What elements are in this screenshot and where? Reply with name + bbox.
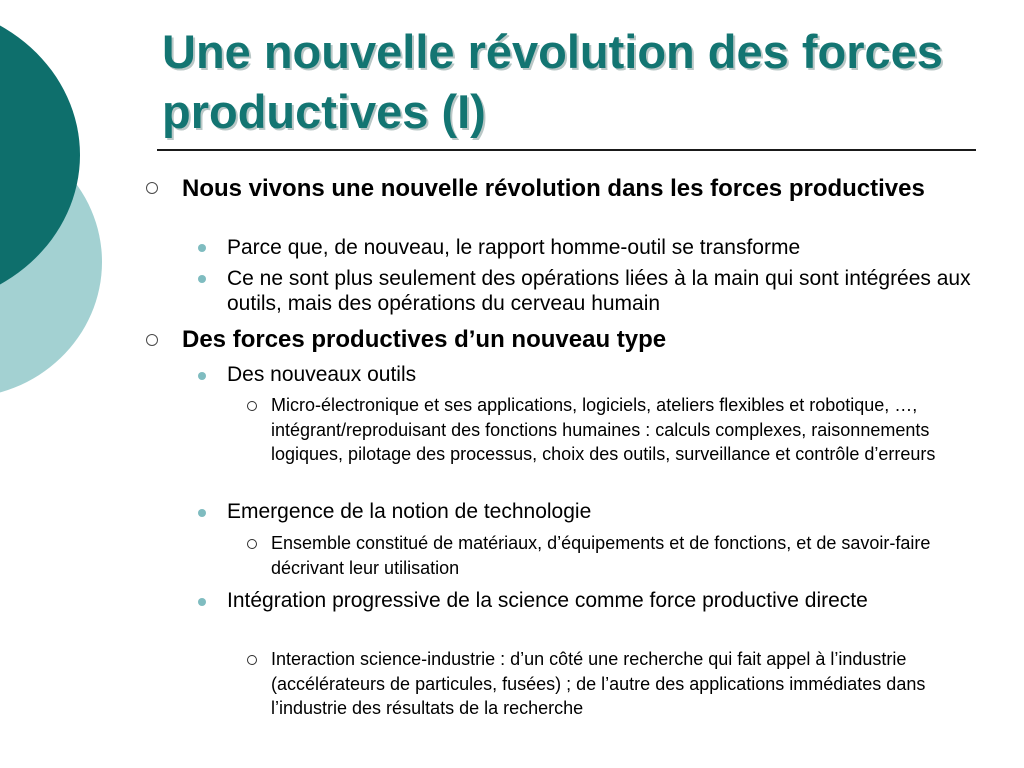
bullet-level2: Emergence de la notion de technologie [227, 500, 592, 523]
bullet-level1: Nous vivons une nouvelle révolution dans les forces productives [182, 175, 925, 202]
bullet-level3: Ensemble constitué de matériaux, d’équipements et de fonctions, et de savoir-faire décrivant leur utilisation [271, 533, 931, 578]
light-teal-circle [0, 126, 102, 398]
teal-dot-bullet-icon [198, 275, 206, 283]
hollow-circle-bullet-icon [247, 655, 257, 665]
bullet-level3: Micro-électronique et ses applications, logiciels, ateliers flexibles et robotique, …, intégrant/reproduisant des fonctions humaines : calculs complexes, raisonnements logiques, pilotage des processus, choix des outils, surveillance et contrôle d’erreurs [271, 395, 936, 464]
bullet-level2: Parce que, de nouveau, le rapport homme-outil se transforme [227, 236, 801, 259]
bullet-level2: Intégration progressive de la science comme force productive directe [227, 589, 868, 612]
hollow-circle-bullet-icon [146, 334, 158, 346]
dark-teal-circle [0, 3, 80, 307]
teal-dot-bullet-icon [198, 598, 206, 606]
hollow-circle-bullet-icon [247, 401, 257, 411]
slide-title: Une nouvelle révolution des forces productives (I) [162, 25, 943, 138]
hollow-circle-bullet-icon [146, 182, 158, 194]
teal-dot-bullet-icon [198, 372, 206, 380]
teal-dot-bullet-icon [198, 244, 206, 252]
bullet-level2: Ce ne sont plus seulement des opérations liées à la main qui sont intégrées aux outils, mais des opérations du cerveau humain [227, 267, 971, 315]
bullet-level2: Des nouveaux outils [227, 363, 417, 386]
bullet-level3: Interaction science-industrie : d’un côté une recherche qui fait appel à l’industrie (accélérateurs de particules, fusées) ; de l’autre des applications immédiates dans l’industrie des résultats de la recherche [271, 649, 926, 718]
teal-dot-bullet-icon [198, 509, 206, 517]
bullet-level1: Des forces productives d’un nouveau type [182, 326, 667, 353]
hollow-circle-bullet-icon [247, 539, 257, 549]
decorative-circles [0, 0, 110, 400]
title-divider [157, 149, 976, 151]
